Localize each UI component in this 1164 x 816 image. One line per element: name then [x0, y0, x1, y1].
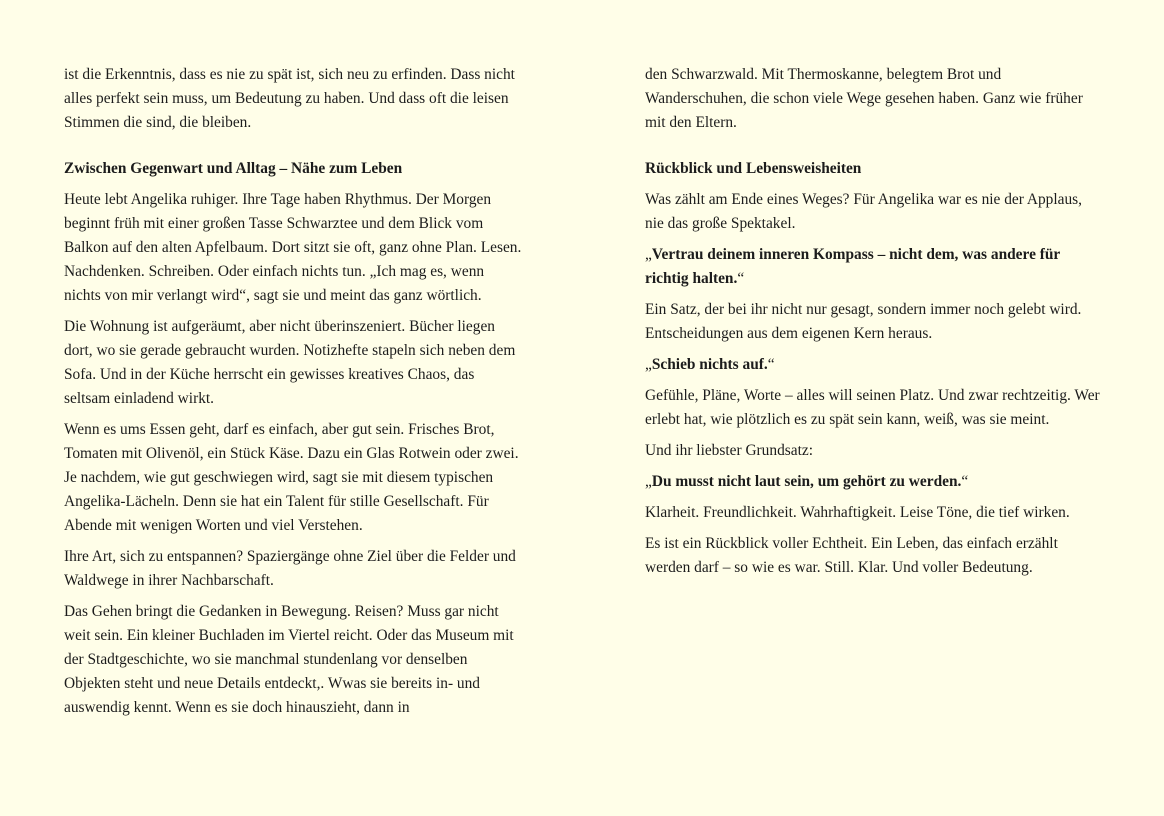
- paragraph: Heute lebt Angelika ruhiger. Ihre Tage haben Rhythmus. Der Morgen beginnt früh mit einer großen Tasse Schwarztee und dem Blick vom Balkon auf den alten Apfelbaum. Dort sitzt sie oft, ganz ohne Plan. Lesen. Nachdenken. Schreiben. Oder einfach nichts tun. „Ich mag es, wenn nichts von mir verlangt wird“, sagt sie und meint das ganz wörtlich.: [64, 191, 522, 304]
- quote-close-mark: “: [737, 270, 745, 287]
- quote-text: Schieb nichts auf.: [651, 356, 768, 373]
- paragraph: Gefühle, Pläne, Worte – alles will seinen Platz. Und zwar rechtzeitig. Wer erlebt hat, wie plötzlich es zu spät sein kann, weiß, was sie meint.: [645, 387, 1100, 428]
- left-page: [64, 63, 522, 727]
- paragraph: Das Gehen bringt die Gedanken in Bewegung. Reisen? Muss gar nicht weit sein. Ein kleiner Buchladen im Viertel reicht. Oder das Museum mit der Stadtgeschichte, wo sie manchmal stundenlang vor denselben Objekten steht und neue Details entdeckt,. Wwas sie bereits in- und auswendig kennt. Wenn es sie doch hinauszieht, dann in: [64, 603, 514, 716]
- paragraph: den Schwarzwald. Mit Thermoskanne, belegtem Brot und Wanderschuhen, die schon viele Wege gesehen haben. Ganz wie früher mit den Eltern.: [645, 66, 1083, 131]
- paragraph: Was zählt am Ende eines Weges? Für Angelika war es nie der Applaus, nie das große Spektakel.: [645, 191, 1083, 232]
- quote-text: Du musst nicht laut sein, um gehört zu werden.: [651, 473, 962, 490]
- paragraph: Ihre Art, sich zu entspannen? Spaziergänge ohne Ziel über die Felder und Waldwege in ihrer Nachbarschaft.: [64, 548, 516, 589]
- paragraph: Klarheit. Freundlichkeit. Wahrhaftigkeit. Leise Töne, die tief wirken.: [645, 504, 1070, 521]
- section-heading: Zwischen Gegenwart und Alltag – Nähe zum Leben: [64, 160, 403, 177]
- paragraph: ist die Erkenntnis, dass es nie zu spät ist, sich neu zu erfinden. Dass nicht alles perfekt sein muss, um Bedeutung zu haben. Und dass oft die leisen Stimmen die sind, die bleiben.: [64, 66, 515, 131]
- quote: [645, 243, 1103, 291]
- quote-close-mark: “: [767, 356, 775, 373]
- paragraph: Es ist ein Rückblick voller Echtheit. Ein Leben, das einfach erzählt werden darf – so wie es war. Still. Klar. Und voller Bedeutung.: [645, 535, 1058, 576]
- quote: [645, 470, 1103, 494]
- right-page: [645, 63, 1103, 587]
- paragraph: Die Wohnung ist aufgeräumt, aber nicht überinszeniert. Bücher liegen dort, wo sie gerade gebraucht wurden. Notizhefte stapeln sich neben dem Sofa. Und in der Küche herrscht ein gewisses kreatives Chaos, das seltsam einladend wirkt.: [64, 318, 516, 407]
- section-heading: Rückblick und Lebensweisheiten: [645, 160, 862, 177]
- paragraph: Und ihr liebster Grundsatz:: [645, 442, 813, 459]
- quote-open-mark: „: [645, 473, 652, 490]
- paragraph: Ein Satz, der bei ihr nicht nur gesagt, sondern immer noch gelebt wird. Entscheidungen aus dem eigenen Kern heraus.: [645, 301, 1082, 342]
- quote-close-mark: “: [961, 473, 969, 490]
- paragraph: Wenn es ums Essen geht, darf es einfach, aber gut sein. Frisches Brot, Tomaten mit Olivenöl, ein Stück Käse. Dazu ein Glas Rotwein oder zwei. Je nachdem, wie gut geschwiegen wird, sagt sie mit diesem typischen Angelika-Lächeln. Denn sie hat ein Talent für stille Gesellschaft. Für Abende mit wenigen Worten und viel Verstehen.: [64, 421, 519, 534]
- quote-text: Vertrau deinem inneren Kompass – nicht dem, was andere für richtig halten.: [645, 246, 1060, 287]
- quote: [645, 353, 1103, 377]
- quote-open-mark: „: [645, 246, 652, 263]
- quote-open-mark: „: [645, 356, 652, 373]
